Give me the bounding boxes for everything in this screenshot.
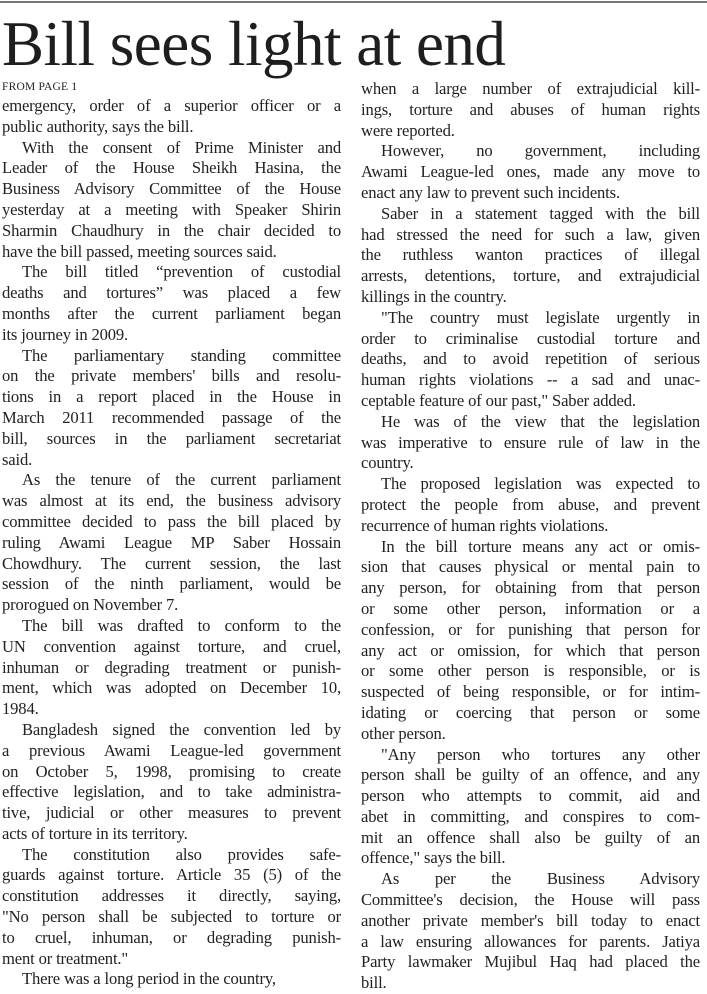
text-line: Chowdhury. The current session, the last	[2, 553, 341, 573]
article-paragraph	[2, 616, 341, 720]
text-line: guards against torture. Article 35 (5) of the	[2, 865, 341, 885]
text-line: sion that causes physical or mental pain to	[361, 557, 700, 577]
article-paragraph	[2, 969, 341, 990]
top-rule	[0, 1, 707, 3]
article-paragraph	[361, 141, 700, 203]
text-line: ceptable feature of our past," Saber added.	[361, 390, 636, 410]
text-line: bill.	[361, 973, 387, 993]
text-line: tive, judicial or other measures to prevent	[2, 803, 341, 823]
article-paragraph	[2, 845, 341, 970]
article-paragraph	[2, 346, 341, 471]
text-line: public authority, says the bill.	[2, 116, 194, 136]
text-line: However, no government, including	[381, 141, 700, 161]
text-line: its journey in 2009.	[2, 324, 129, 344]
text-line: or some other person, information or a	[361, 598, 700, 618]
text-line: 1984.	[2, 699, 39, 719]
text-line: months after the current parliament began	[2, 303, 341, 323]
article-paragraph	[2, 470, 341, 616]
text-line: ruling Awami League MP Saber Hossain	[2, 532, 341, 552]
text-line: As the tenure of the current parliament	[22, 470, 341, 490]
text-line: "Any person who tortures any other	[381, 744, 700, 764]
text-line: The bill titled “prevention of custodial	[22, 262, 341, 282]
article-paragraph	[361, 869, 700, 994]
text-line: or some other person is responsible, or is	[361, 661, 700, 681]
text-line: Committee's decision, the House will pass	[361, 890, 700, 910]
text-line: March 2011 recommended passage of the	[2, 407, 341, 427]
text-line: arrests, detentions, torture, and extrajudicial	[361, 266, 700, 286]
text-line: killings in the country.	[361, 286, 507, 306]
text-line: confession, or for punishing that person for	[361, 619, 700, 639]
text-line: constitution addresses it directly, saying,	[2, 886, 341, 906]
text-line: bill, sources in the parliament secretariat	[2, 428, 341, 448]
headline: Bill sees light at end	[2, 9, 506, 79]
text-line: acts of torture in its territory.	[2, 823, 188, 843]
text-line: Bangladesh signed the convention led by	[22, 719, 341, 739]
text-line: UN convention against torture, and cruel,	[2, 636, 341, 656]
article-paragraph	[361, 204, 700, 308]
text-line: deaths and tortures” was placed a few	[2, 283, 341, 303]
text-line: had stressed the need for such a law, given	[361, 224, 700, 244]
text-line: As per the Business Advisory	[381, 869, 700, 889]
jump-label: FROM PAGE 1	[2, 81, 78, 93]
text-line: was imperative to ensure rule of law in the	[361, 432, 700, 452]
text-line: enact any law to prevent such incidents.	[361, 182, 620, 202]
text-line: when a large number of extrajudicial kill-	[361, 79, 700, 98]
article-paragraph	[361, 474, 700, 536]
article-paragraph	[2, 138, 341, 263]
text-line: The proposed legislation was expected to	[381, 474, 700, 494]
article-paragraph	[361, 745, 700, 870]
text-line: protect the people from abuse, and prevent	[361, 494, 700, 514]
text-line: any person, for obtaining from that person	[361, 578, 700, 598]
article-paragraph	[2, 720, 341, 845]
article-column-2	[361, 79, 700, 994]
text-line: "No person shall be subjected to torture or	[2, 907, 341, 927]
text-line: ment, which was adopted on December 10,	[2, 678, 341, 698]
article-paragraph	[361, 537, 700, 745]
text-line: have the bill passed, meeting sources said.	[2, 241, 277, 261]
text-line: country.	[361, 453, 414, 473]
article-paragraph	[2, 262, 341, 345]
text-line: The constitution also provides safe-	[22, 844, 341, 864]
article-paragraph	[361, 412, 700, 474]
text-line: ment or treatment."	[2, 948, 129, 968]
text-line: effective legislation, and to take administra-	[2, 782, 341, 802]
text-line: offence," says the bill.	[361, 848, 506, 868]
text-line: Saber in a statement tagged with the bill	[381, 203, 700, 223]
text-line: recurrence of human rights violations.	[361, 515, 609, 535]
text-line: other person.	[361, 723, 446, 743]
text-line: to cruel, inhuman, or degrading punish-	[2, 927, 341, 947]
article-paragraph	[361, 79, 700, 141]
text-line: "The country must legislate urgently in	[381, 307, 700, 327]
text-line: session of the ninth parliament, would be	[2, 574, 341, 594]
article-paragraph	[361, 308, 700, 412]
text-line: yesterday at a meeting with Speaker Shirin	[2, 199, 341, 219]
text-line: abet in committing, and conspires to com-	[361, 806, 700, 826]
text-line: person shall be guilty of an offence, and any	[361, 765, 700, 785]
text-line: emergency, order of a superior officer or a	[2, 96, 341, 115]
text-line: the ruthless wanton practices of illegal	[361, 245, 700, 265]
text-line: human rights violations -- a sad and unac-	[361, 370, 700, 390]
text-line: was almost at its end, the business advisory	[2, 491, 341, 511]
text-line: Sharmin Chaudhury in the chair decided to	[2, 220, 341, 240]
text-line: another private member's bill today to enact	[361, 910, 700, 930]
text-line: Party lawmaker Mujibul Haq had placed the	[361, 952, 700, 972]
text-line: Business Advisory Committee of the House	[2, 179, 341, 199]
article-paragraph	[2, 96, 341, 138]
text-line: There was a long period in the country,	[22, 969, 276, 989]
text-line: were reported.	[361, 120, 455, 140]
text-line: suspected of being responsible, or for intim-	[361, 682, 700, 702]
text-line: idating or coercing that person or some	[361, 702, 700, 722]
article-column-1	[2, 96, 341, 990]
text-line: person who attempts to commit, aid and	[361, 786, 700, 806]
text-line: The parliamentary standing committee	[22, 345, 341, 365]
text-line: ings, torture and abuses of human rights	[361, 99, 700, 119]
text-line: With the consent of Prime Minister and	[22, 137, 341, 157]
text-line: In the bill torture means any act or omis-	[381, 536, 700, 556]
text-line: on the private members' bills and resolu-	[2, 366, 341, 386]
text-line: any act or omission, for which that person	[361, 640, 700, 660]
text-line: He was of the view that the legislation	[381, 411, 700, 431]
text-line: inhuman or degrading treatment or punish-	[2, 657, 341, 677]
text-line: a law ensuring allowances for parents. Jatiya	[361, 931, 700, 951]
text-line: a previous Awami League-led government	[2, 740, 341, 760]
text-line: The bill was drafted to conform to the	[22, 615, 341, 635]
text-line: on October 5, 1998, promising to create	[2, 761, 341, 781]
text-line: Awami League-led ones, made any move to	[361, 162, 700, 182]
text-line: order to criminalise custodial torture and	[361, 328, 700, 348]
text-line: tions in a report placed in the House in	[2, 387, 341, 407]
text-line: said.	[2, 449, 33, 469]
text-line: mit an offence shall also be guilty of an	[361, 827, 700, 847]
text-line: committee decided to pass the bill placed by	[2, 511, 341, 531]
text-line: prorogued on November 7.	[2, 595, 179, 615]
text-line: Leader of the House Sheikh Hasina, the	[2, 158, 341, 178]
text-line: deaths, and to avoid repetition of serious	[361, 349, 700, 369]
